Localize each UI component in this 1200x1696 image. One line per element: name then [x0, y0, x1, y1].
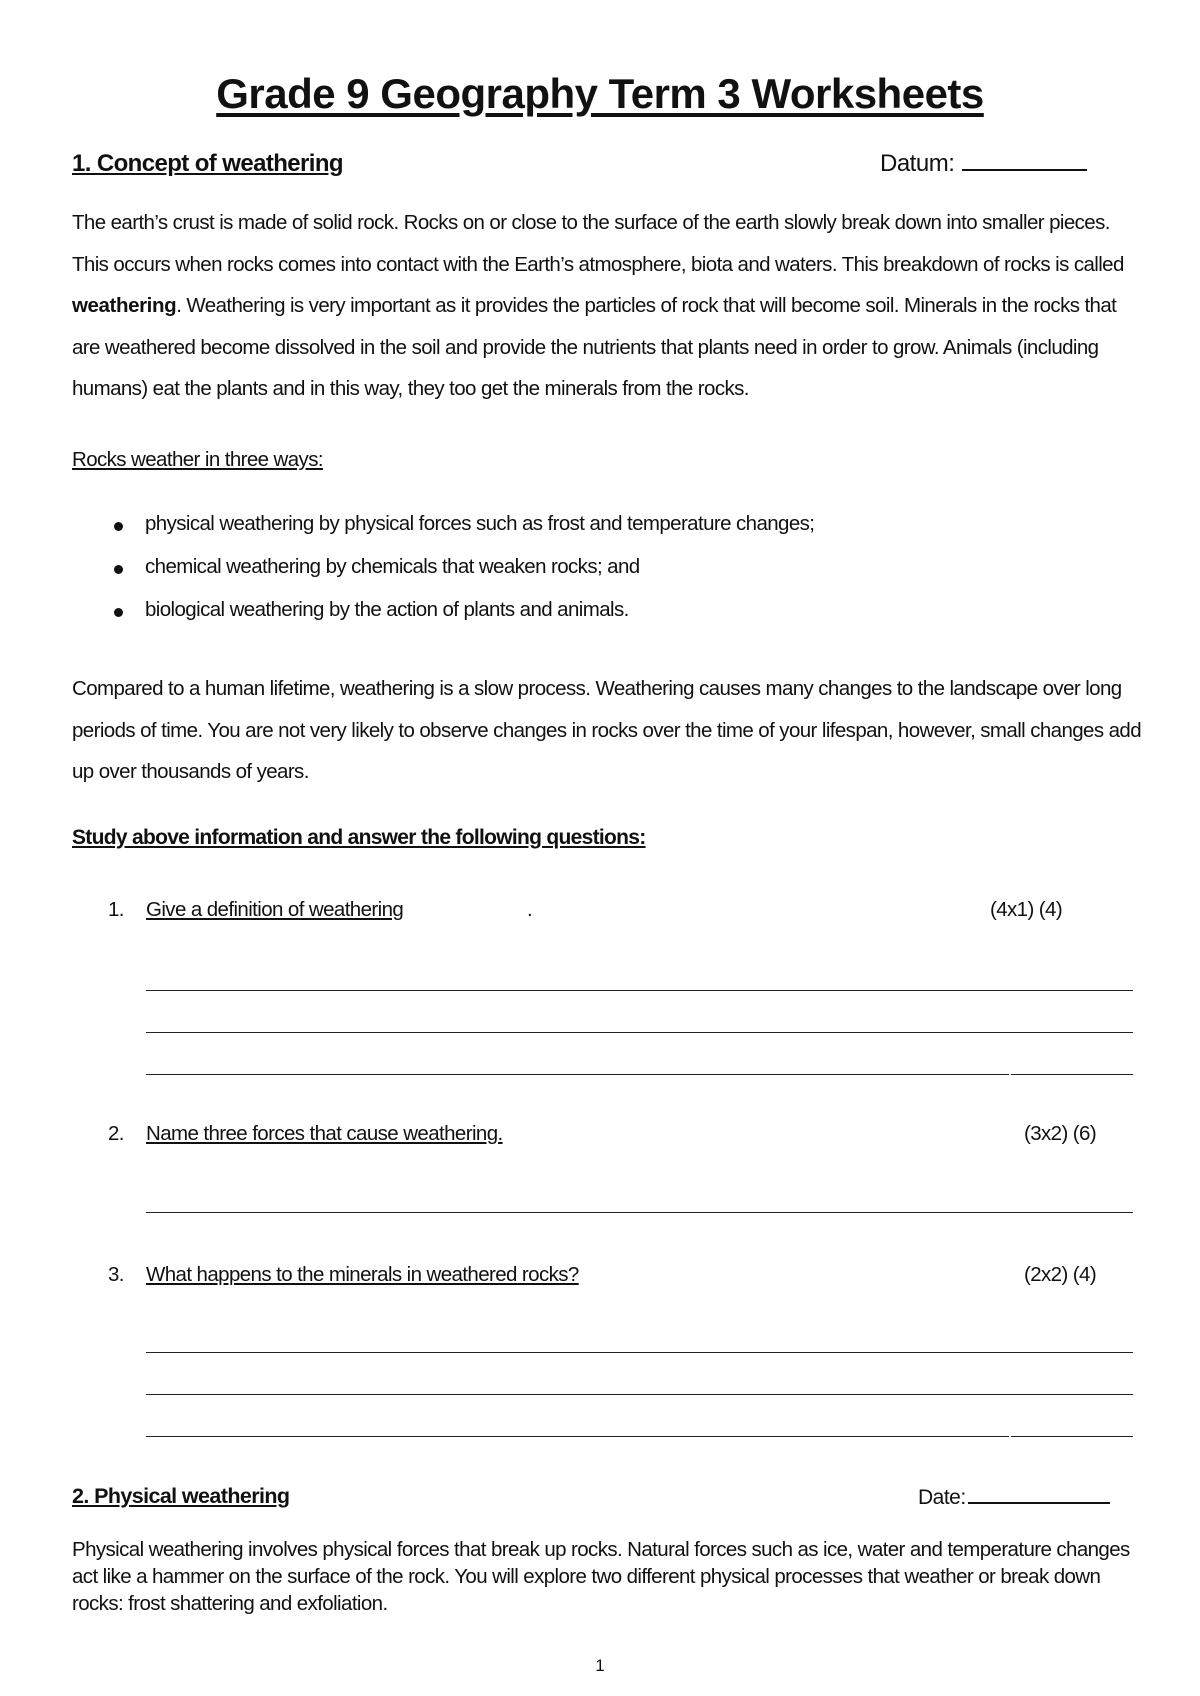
ways-heading: Rocks weather in three ways: [72, 448, 323, 471]
questions-instruction: Study above information and answer the following questions: [72, 826, 646, 849]
section2-date-label: Date: [918, 1486, 966, 1509]
answer-line[interactable] [146, 1394, 1133, 1395]
list-item-text: biological weathering by the action of plants and animals. [145, 598, 629, 621]
section2-intro-paragraph: Physical weathering involves physical forces that break up rocks. Natural forces such as ice, water and temperature changes act like a hammer on the surface of the rock. You will explore two different physical processes that weather or break down rocks: frost shattering and exfoliation. [72, 1538, 1130, 1615]
comparison-paragraph: Compared to a human lifetime, weathering is a slow process. Weathering causes many changes to the landscape over long periods of time. You are not very likely to observe changes in rocks over the time of your lifespan, however, small changes add up over thousands of years. [72, 677, 1141, 783]
question-suffix: . [527, 898, 533, 921]
worksheet-title: Grade 9 Geography Term 3 Worksheets [216, 70, 984, 117]
question-number: 2. [108, 1122, 124, 1145]
question-marks: (4x1) (4) [990, 898, 1063, 921]
list-item-text: physical weathering by physical forces such as frost and temperature changes; [145, 512, 815, 535]
section1-date-line[interactable] [962, 151, 1087, 171]
answer-line[interactable] [146, 1352, 1133, 1353]
question-number: 3. [108, 1263, 124, 1286]
question-marks: (2x2) (4) [1024, 1263, 1097, 1286]
intro-bold-term: weathering [72, 294, 177, 317]
bullet-icon [114, 522, 123, 531]
answer-line[interactable] [146, 1212, 1133, 1213]
page-number: 1 [595, 1656, 605, 1675]
list-item [72, 512, 1072, 555]
section2-heading: 2. Physical weathering [72, 1484, 290, 1508]
section1-intro-paragraph [72, 202, 1142, 410]
answer-line[interactable] [146, 1032, 1133, 1033]
answer-line[interactable] [146, 1074, 1133, 1075]
question-number: 1. [108, 898, 124, 921]
question-text: Name three forces that cause weathering. [146, 1122, 503, 1145]
list-item-text: chemical weathering by chemicals that weaken rocks; and [145, 555, 640, 578]
section1-heading: 1. Concept of weathering [72, 150, 343, 177]
question-marks: (3x2) (6) [1024, 1122, 1097, 1145]
question-1 [108, 898, 1118, 928]
intro-text-part1: The earth’s crust is made of solid rock. Rocks on or close to the surface of the earth slowly break down into smaller pieces. This occurs when rocks comes into contact with the Earth’s atmosphere, biota and waters. This breakdown of rocks is called [72, 211, 1124, 276]
section2-date-field [918, 1484, 1110, 1510]
list-item [72, 555, 1072, 598]
section1-date-label: Datum: [880, 150, 955, 177]
question-2 [108, 1122, 1118, 1152]
question-text: What happens to the minerals in weathered rocks? [146, 1263, 579, 1286]
section1-date-field [880, 150, 1087, 178]
weathering-ways-list [72, 512, 1072, 641]
question-3 [108, 1263, 1118, 1293]
answer-line[interactable] [146, 990, 1133, 991]
question-text: Give a definition of weathering [146, 898, 404, 921]
bullet-icon [114, 565, 123, 574]
intro-text-part2: . Weathering is very important as it provides the particles of rock that will become soil. Minerals in the rocks that are weathered become dissolved in the soil and provide the nutrients that plants need in order to grow. Animals (including humans) eat the plants and in this way, they too get the minerals from the rocks. [72, 294, 1117, 400]
list-item [72, 598, 1072, 641]
answer-line[interactable] [146, 1436, 1133, 1437]
section2-date-line[interactable] [968, 1484, 1110, 1504]
bullet-icon [114, 608, 123, 617]
